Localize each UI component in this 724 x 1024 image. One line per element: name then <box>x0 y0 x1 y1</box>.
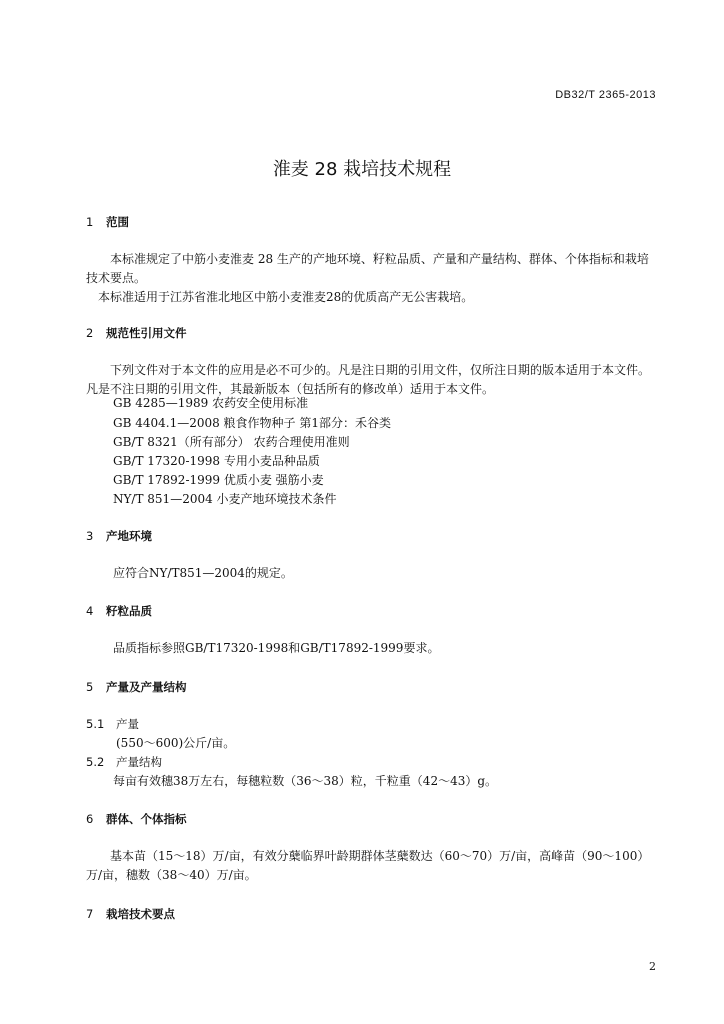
yield-text: (550～600)公斤/亩。 <box>116 736 236 750</box>
subsection-5-1-heading <box>86 716 139 732</box>
reference-item: GB 4285—1989 农药安全使用标准 <box>113 396 309 410</box>
subsection-number: 5.1 <box>86 717 105 731</box>
section-title: 规范性引用文件 <box>106 326 187 340</box>
section-2-heading <box>86 325 187 341</box>
section-number: 3 <box>86 529 94 543</box>
subsection-title: 产量 <box>116 717 139 731</box>
section-7-heading <box>86 906 175 922</box>
reference-item: GB/T 17892-1999 优质小麦 强筋小麦 <box>113 473 324 487</box>
reference-item: GB/T 17320-1998 专用小麦品种品质 <box>113 454 320 468</box>
section-title: 范围 <box>106 215 129 229</box>
section-3-heading <box>86 528 152 544</box>
subsection-title: 产量结构 <box>116 755 162 769</box>
section-number: 5 <box>86 680 94 694</box>
page-number: 2 <box>649 960 656 973</box>
section-title: 群体、个体指标 <box>106 812 187 826</box>
quality-text: 品质指标参照GB/T17320-1998和GB/T17892-1999要求。 <box>113 641 440 655</box>
section-number: 4 <box>86 604 94 618</box>
section-number: 7 <box>86 907 94 921</box>
section-title: 籽粒品质 <box>106 604 152 618</box>
section-5-heading <box>86 679 187 695</box>
section-title: 栽培技术要点 <box>106 907 175 921</box>
section-title: 产地环境 <box>106 529 152 543</box>
section-number: 6 <box>86 812 94 826</box>
section-number: 1 <box>86 215 94 229</box>
subsection-5-2-heading <box>86 754 162 770</box>
standard-number: DB32/T 2365-2013 <box>555 89 656 101</box>
document-title: 淮麦 28 栽培技术规程 <box>272 159 452 180</box>
section-1-heading <box>86 214 129 230</box>
population-indicators-text: 基本苗（15～18）万/亩，有效分蘖临界叶龄期群体茎蘖数达（60～70）万/亩，高峰苗（90～100）万/亩，穗数（38～40）万/亩。 <box>86 849 650 882</box>
section-4-heading <box>86 603 152 619</box>
reference-item: GB/T 8321（所有部分） 农药合理使用准则 <box>113 435 350 449</box>
reference-item: NY/T 851—2004 小麦产地环境技术条件 <box>113 492 337 506</box>
section-6-heading <box>86 811 187 827</box>
yield-structure-text: 每亩有效穗38万左右，每穗粒数（36～38）粒，千粒重（42～43）g。 <box>113 774 498 788</box>
scope-paragraph-1: 本标准规定了中筋小麦淮麦 28 生产的产地环境、籽粒品质、产量和产量结构、群体、个体指标和栽培技术要点。 <box>86 252 649 285</box>
section-number: 2 <box>86 326 94 340</box>
subsection-number: 5.2 <box>86 755 105 769</box>
references-intro: 下列文件对于本文件的应用是必不可少的。凡是注日期的引用文件，仅所注日期的版本适用于本文件。凡是不注日期的引用文件，其最新版本（包括所有的修改单）适用于本文件。 <box>86 363 651 396</box>
reference-item: GB 4404.1—2008 粮食作物种子 第1部分：禾谷类 <box>113 416 392 430</box>
environment-text: 应符合NY/T851—2004的规定。 <box>113 566 293 580</box>
section-title: 产量及产量结构 <box>106 680 187 694</box>
scope-paragraph-2: 本标准适用于江苏省淮北地区中筋小麦淮麦28的优质高产无公害栽培。 <box>98 290 474 304</box>
